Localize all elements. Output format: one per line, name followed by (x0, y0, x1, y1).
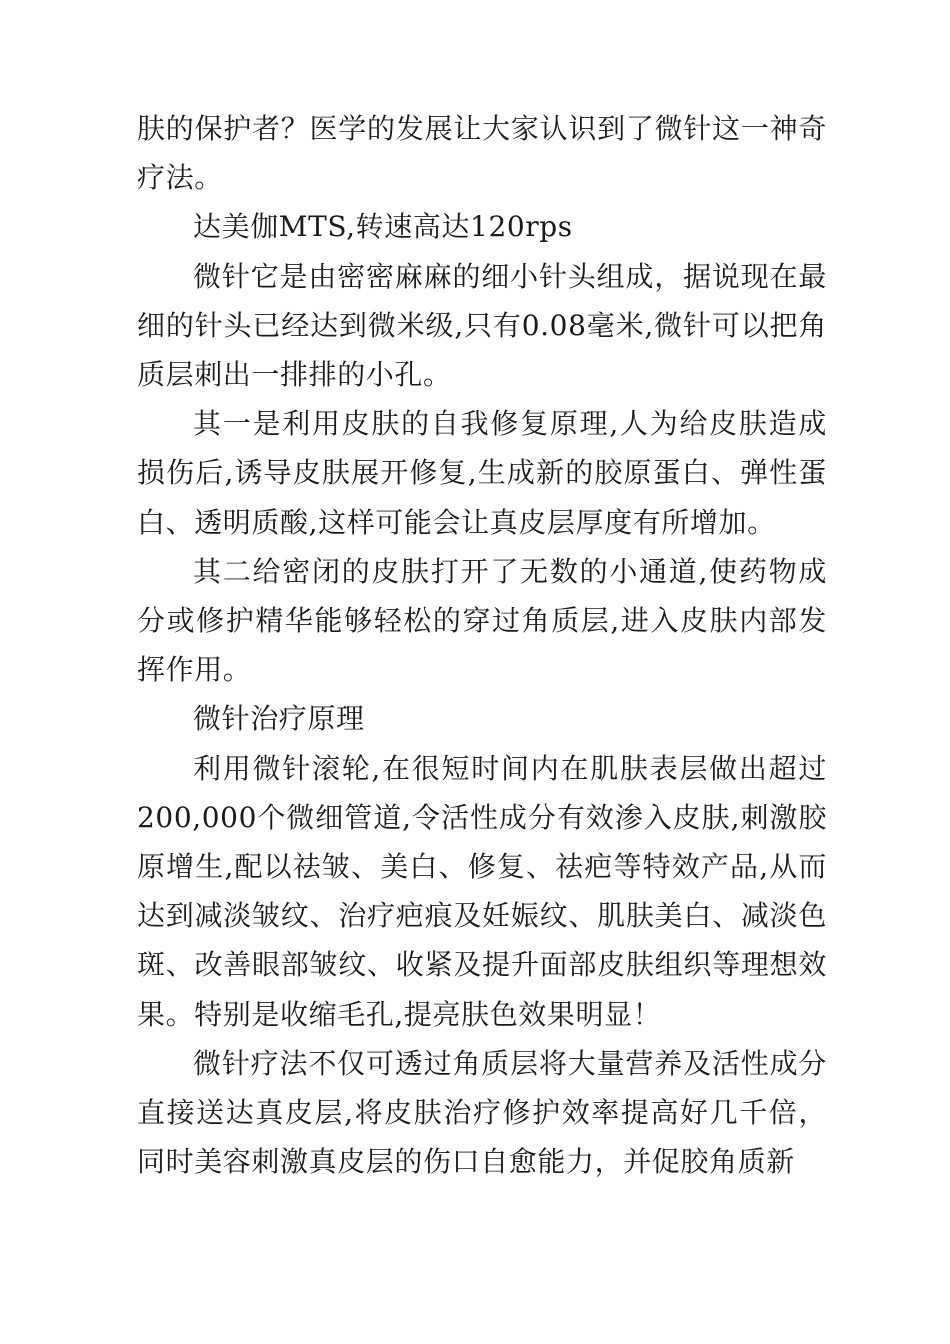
paragraph-continued: 肤的保护者？医学的发展让大家认识到了微针这一神奇疗法。 (137, 112, 827, 195)
paragraph-second-principle: 其二给密闭的皮肤打开了无数的小通道,使药物成分或修护精华能够轻松的穿过角质层,进入皮肤内部发挥作用。 (137, 554, 827, 687)
document-body (137, 104, 827, 1186)
paragraph-therapy-benefits: 微针疗法不仅可透过角质层将大量营养及活性成分直接送达真皮层,将皮肤治疗修护效率提高好几千倍，同时美容刺激真皮层的伤口自愈能力，并促胶角质新 (137, 1046, 827, 1179)
paragraph-microneedle-intro: 微针它是由密密麻麻的细小针头组成，据说现在最细的针头已经达到微米级,只有0.08毫米,微针可以把角质层刺出一排排的小孔。 (137, 259, 827, 392)
paragraph-subheading-device: 达美伽MTS,转速高达120rps (193, 210, 573, 244)
paragraph-subheading-principle: 微针治疗原理 (193, 702, 365, 736)
paragraph-treatment-principle: 利用微针滚轮,在很短时间内在肌肤表层做出超过200,000个微细管道,令活性成分有效渗入皮肤,刺激胶原增生,配以祛皱、美白、修复、祛疤等特效产品,从而达到减淡皱纹、治疗疤痕及妊娠纹、肌肤美白、减淡色斑、改善眼部皱纹、收紧及提升面部皮肤组织等理想效果。特别是收缩毛孔,提亮肤色效果明显！ (137, 751, 827, 1031)
paragraph-first-principle: 其一是利用皮肤的自我修复原理,人为给皮肤造成损伤后,诱导皮肤展开修复,生成新的胶原蛋白、弹性蛋白、透明质酸,这样可能会让真皮层厚度有所增加。 (137, 407, 827, 539)
